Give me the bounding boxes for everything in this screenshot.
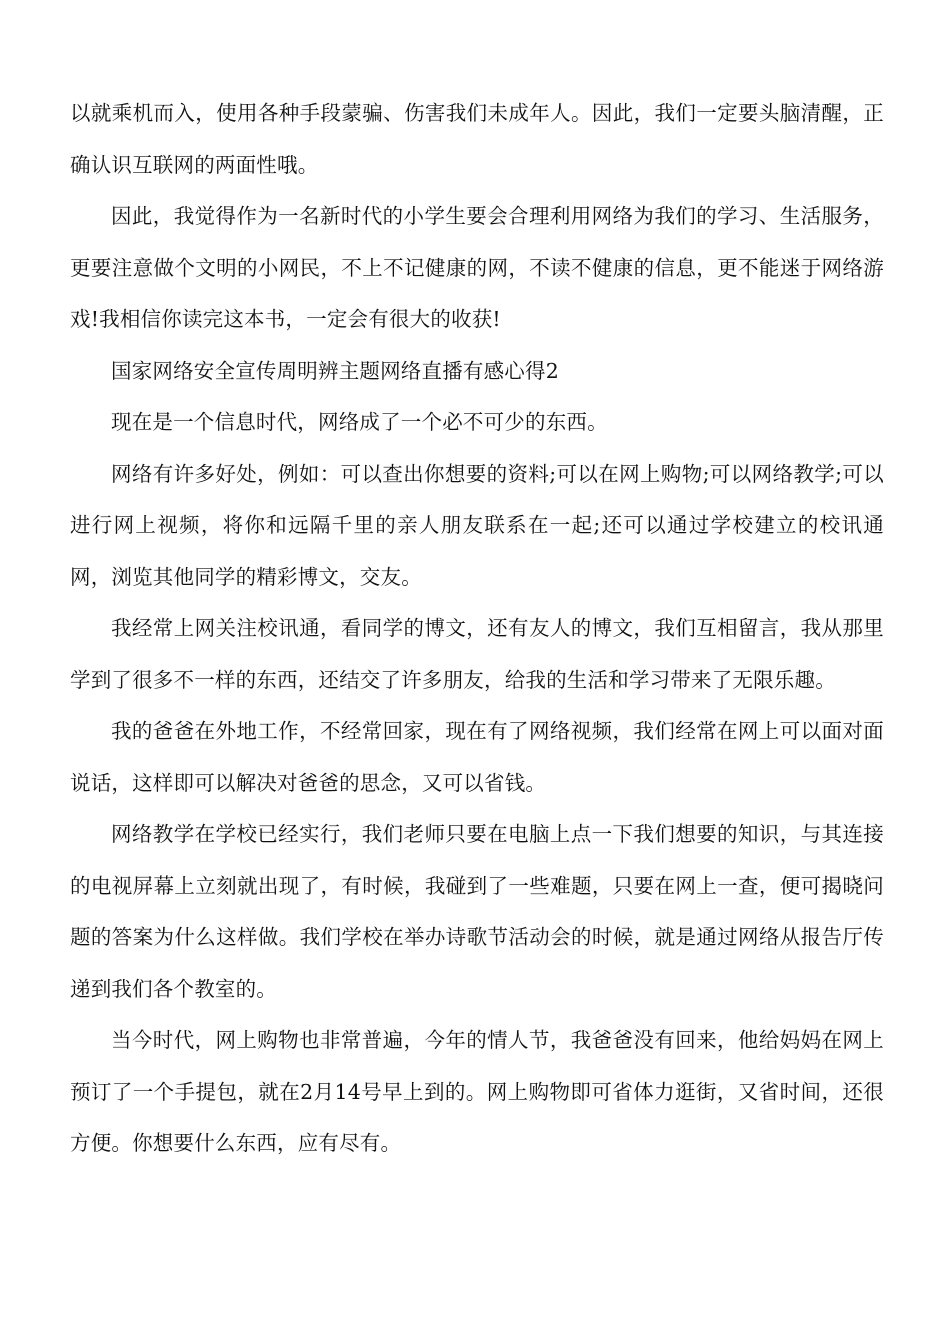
paragraph: 当今时代，网上购物也非常普遍，今年的情人节，我爸爸没有回来，他给妈妈在网上预订了一个手提包，就在2月14号早上到的。网上购物即可省体力逛街，又省时间，还很方便。你想要什么东西，应有尽有。: [70, 1028, 884, 1155]
paragraph-continued: 以就乘机而入，使用各种手段蒙骗、伤害我们未成年人。因此，我们一定要头脑清醒，正确认识互联网的两面性哦。: [70, 101, 884, 177]
paragraph: 因此，我觉得作为一名新时代的小学生要会合理利用网络为我们的学习、生活服务，更要注意做个文明的小网民，不上不记健康的网，不读不健康的信息，更不能迷于网络游戏!我相信你读完这本书，一定会有很大的收获!: [70, 204, 884, 331]
paragraph: 网络有许多好处，例如：可以查出你想要的资料;可以在网上购物;可以网络教学;可以进行网上视频，将你和远隔千里的亲人朋友联系在一起;还可以通过学校建立的校讯通网，浏览其他同学的精彩博文，交友。: [70, 461, 884, 589]
paragraph: 我的爸爸在外地工作，不经常回家，现在有了网络视频，我们经常在网上可以面对面说话，这样即可以解决对爸爸的思念，又可以省钱。: [70, 719, 884, 795]
paragraph: 网络教学在学校已经实行，我们老师只要在电脑上点一下我们想要的知识，与其连接的电视屏幕上立刻就出现了，有时候，我碰到了一些难题，只要在网上一查，便可揭晓问题的答案为什么这样做。我们学校在举办诗歌节活动会的时候，就是通过网络从报告厅传递到我们各个教室的。: [70, 822, 884, 1001]
paragraph: 现在是一个信息时代，网络成了一个必不可少的东西。: [111, 410, 608, 434]
section-title: 国家网络安全宣传周明辨主题网络直播有感心得2: [111, 358, 559, 383]
paragraph: 我经常上网关注校讯通，看同学的博文，还有友人的博文，我们互相留言，我从那里学到了很多不一样的东西，还结交了许多朋友，给我的生活和学习带来了无限乐趣。: [70, 616, 884, 692]
document-body: [70, 88, 884, 1170]
